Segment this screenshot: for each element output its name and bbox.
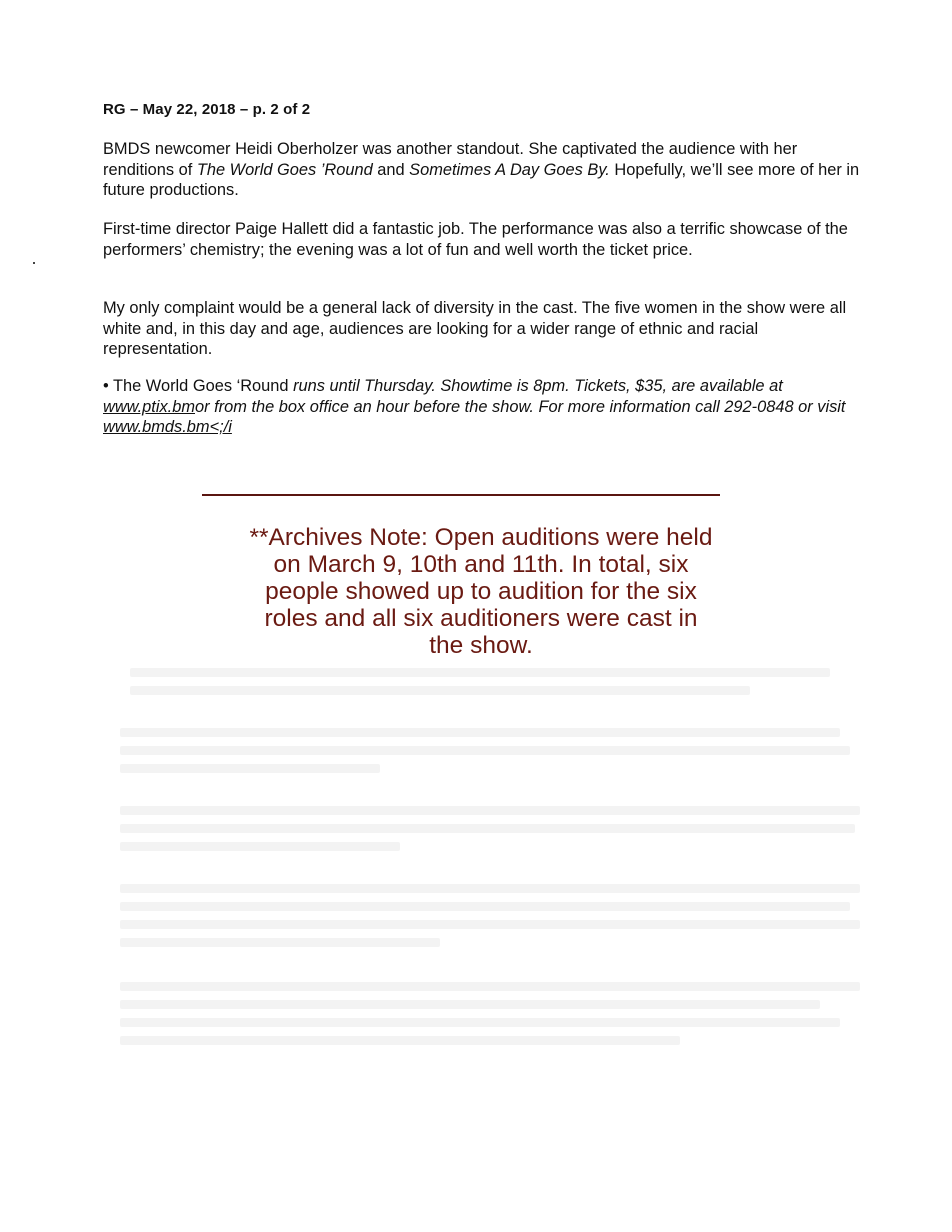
bmds-link[interactable]: www.bmds.bm<;/i xyxy=(103,418,232,436)
archives-note-line: on March 9, 10th and 11th. In total, six xyxy=(273,551,689,578)
archives-note-line: the show. xyxy=(429,632,533,659)
archives-note-line: people showed up to audition for the six xyxy=(265,578,697,605)
paragraph-text: Hopefully, we’ll see more of her in future productions. xyxy=(103,160,860,199)
paragraph-text: or from the box office an hour before the show. For more information call 292-0848 or visit xyxy=(195,397,846,416)
paragraph-director: First-time director Paige Hallett did a fantastic job. The performance was also a terrific showcase of the performers’ chemistry; the evening was a lot of fun and well worth the ticket price. xyxy=(103,220,848,259)
bleed-through-line xyxy=(120,982,860,991)
ptix-link[interactable]: www.ptix.bm xyxy=(103,397,195,416)
bleed-through-line xyxy=(120,1000,820,1009)
bleed-through-line xyxy=(120,806,860,815)
bleed-through-line xyxy=(120,1036,680,1045)
archives-note xyxy=(196,524,766,659)
paragraph-diversity: My only complaint would be a general lack of diversity in the cast. The five women in the show were all white and, in this day and age, audiences are looking for a wider range of ethnic and racial representation. xyxy=(103,299,847,358)
bleed-through-line xyxy=(120,938,440,947)
bleed-through-line xyxy=(120,902,850,911)
archives-note-line: roles and all six auditioners were cast in xyxy=(264,605,698,632)
paragraph-text: BMDS newcomer Heidi Oberholzer was another standout. She captivated the audience with her renditions of xyxy=(103,140,798,179)
bleed-through-line xyxy=(120,728,840,737)
bleed-through-line xyxy=(120,842,400,851)
bleed-through-line xyxy=(120,1018,840,1027)
bleed-through-line xyxy=(130,668,830,677)
paragraph-show-info xyxy=(103,376,848,438)
scan-speck xyxy=(33,262,35,264)
paragraph-text: and xyxy=(372,160,410,179)
bleed-through-line xyxy=(120,884,860,893)
song-title: Sometimes A Day Goes By. xyxy=(409,160,610,179)
page-header: RG – May 22, 2018 – p. 2 of 2 xyxy=(103,101,311,118)
bleed-through-line xyxy=(120,920,860,929)
paragraph-text: runs until Thursday. Showtime is 8pm. Tickets, $35, are available at xyxy=(293,377,783,395)
bleed-through-line xyxy=(120,764,380,773)
song-title: The World Goes ’Round xyxy=(196,160,373,179)
bleed-through-line xyxy=(120,746,850,755)
divider-rule xyxy=(202,494,720,496)
bleed-through-line xyxy=(130,686,750,695)
archives-note-line: **Archives Note: Open auditions were held xyxy=(249,524,713,551)
show-title: • The World Goes ‘Round xyxy=(103,377,294,395)
bleed-through-line xyxy=(120,824,855,833)
paragraph-oberholzer xyxy=(103,139,863,201)
